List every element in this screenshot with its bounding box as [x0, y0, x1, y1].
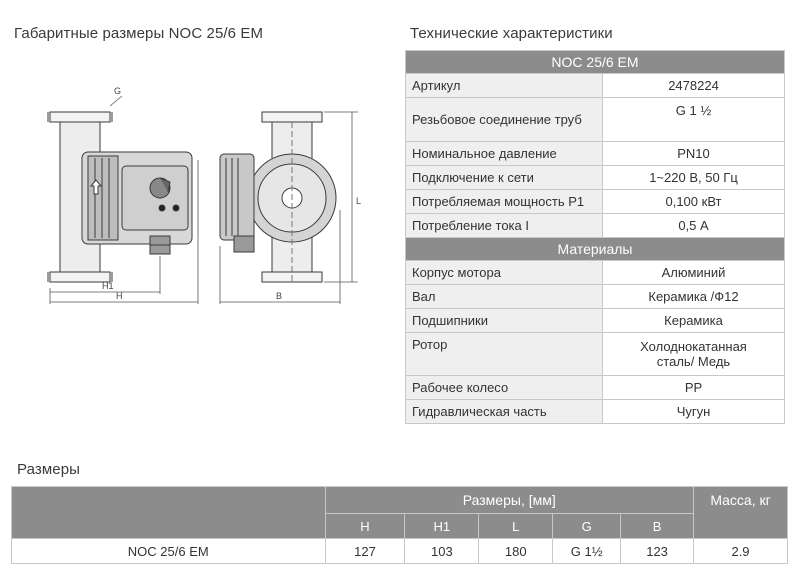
- dimensions-value-cell: 123: [621, 539, 694, 564]
- spec-materials-header-row: [406, 238, 785, 261]
- dimensions-mass-cell: 2.9: [694, 539, 788, 564]
- spec-model-header: NOC 25/6 EM: [406, 51, 785, 74]
- spec-row: [406, 166, 785, 190]
- spec-value: Холоднокатанная сталь/ Медь: [603, 333, 785, 376]
- spec-row: [406, 285, 785, 309]
- spec-key: Ротор: [406, 333, 603, 376]
- spec-key: Артикул: [406, 74, 603, 98]
- dimensions-mass-header: Масса, кг: [694, 487, 788, 539]
- dimensions-table: [11, 486, 788, 564]
- specs-title: Технические характеристики: [410, 25, 613, 42]
- spec-row: [406, 333, 785, 376]
- spec-row: [406, 74, 785, 98]
- spec-row: [406, 400, 785, 424]
- label-g: G: [114, 86, 122, 96]
- spec-row: [406, 214, 785, 238]
- dimensions-model-cell: NOC 25/6 EM: [12, 539, 326, 564]
- drawing-title: Габаритные размеры NOC 25/6 EM: [14, 25, 264, 42]
- spec-row: [406, 376, 785, 400]
- dimensions-value-cell: 127: [325, 539, 405, 564]
- pump-dimension-drawing: [10, 70, 400, 330]
- spec-row: [406, 142, 785, 166]
- pump-side-view: [48, 112, 192, 282]
- spec-value: 1~220 В, 50 Гц: [603, 166, 785, 190]
- spec-value: Керамика: [603, 309, 785, 333]
- spec-row: [406, 309, 785, 333]
- spec-value: PN10: [603, 142, 785, 166]
- spec-key: Подшипники: [406, 309, 603, 333]
- spec-key: Номинальное давление: [406, 142, 603, 166]
- label-l: L: [356, 196, 362, 206]
- spec-value: G 1 ½: [603, 98, 785, 142]
- spec-row: [406, 98, 785, 142]
- label-h1: H1: [102, 281, 114, 291]
- dimensions-value-cell: 180: [479, 539, 553, 564]
- spec-materials-header: Материалы: [406, 238, 785, 261]
- label-h: H: [116, 291, 123, 301]
- dimensions-title: Размеры: [17, 461, 81, 478]
- spec-value: 2478224: [603, 74, 785, 98]
- spec-key: Вал: [406, 285, 603, 309]
- spec-value: PP: [603, 376, 785, 400]
- spec-key: Потребляемая мощность P1: [406, 190, 603, 214]
- spec-key: Корпус мотора: [406, 261, 603, 285]
- spec-key: Потребление тока I: [406, 214, 603, 238]
- dimensions-col-header: G: [553, 514, 621, 539]
- spec-key: Резьбовое соединение труб: [406, 98, 603, 142]
- dimensions-col-header: B: [621, 514, 694, 539]
- dimensions-header-blank: [12, 487, 326, 539]
- spec-table: [405, 50, 785, 424]
- dimensions-col-header: H1: [405, 514, 479, 539]
- dimensions-group-header: Размеры, [мм]: [325, 487, 694, 514]
- spec-value: Алюминий: [603, 261, 785, 285]
- dimensions-header-row: [12, 487, 788, 514]
- spec-row: [406, 261, 785, 285]
- spec-value: 0,5 А: [603, 214, 785, 238]
- spec-model-header-row: [406, 51, 785, 74]
- spec-value: 0,100 кВт: [603, 190, 785, 214]
- spec-row: [406, 190, 785, 214]
- spec-value: Керамика /Ф12: [603, 285, 785, 309]
- spec-key: Гидравлическая часть: [406, 400, 603, 424]
- dimensions-value-cell: 103: [405, 539, 479, 564]
- dimensions-col-header: H: [325, 514, 405, 539]
- dimensions-col-header: L: [479, 514, 553, 539]
- pump-front-view: [220, 112, 336, 282]
- spec-key: Рабочее колесо: [406, 376, 603, 400]
- table-row: [12, 539, 788, 564]
- dimensions-value-cell: G 1½: [553, 539, 621, 564]
- spec-value: Чугун: [603, 400, 785, 424]
- label-b: B: [276, 291, 283, 301]
- spec-key: Подключение к сети: [406, 166, 603, 190]
